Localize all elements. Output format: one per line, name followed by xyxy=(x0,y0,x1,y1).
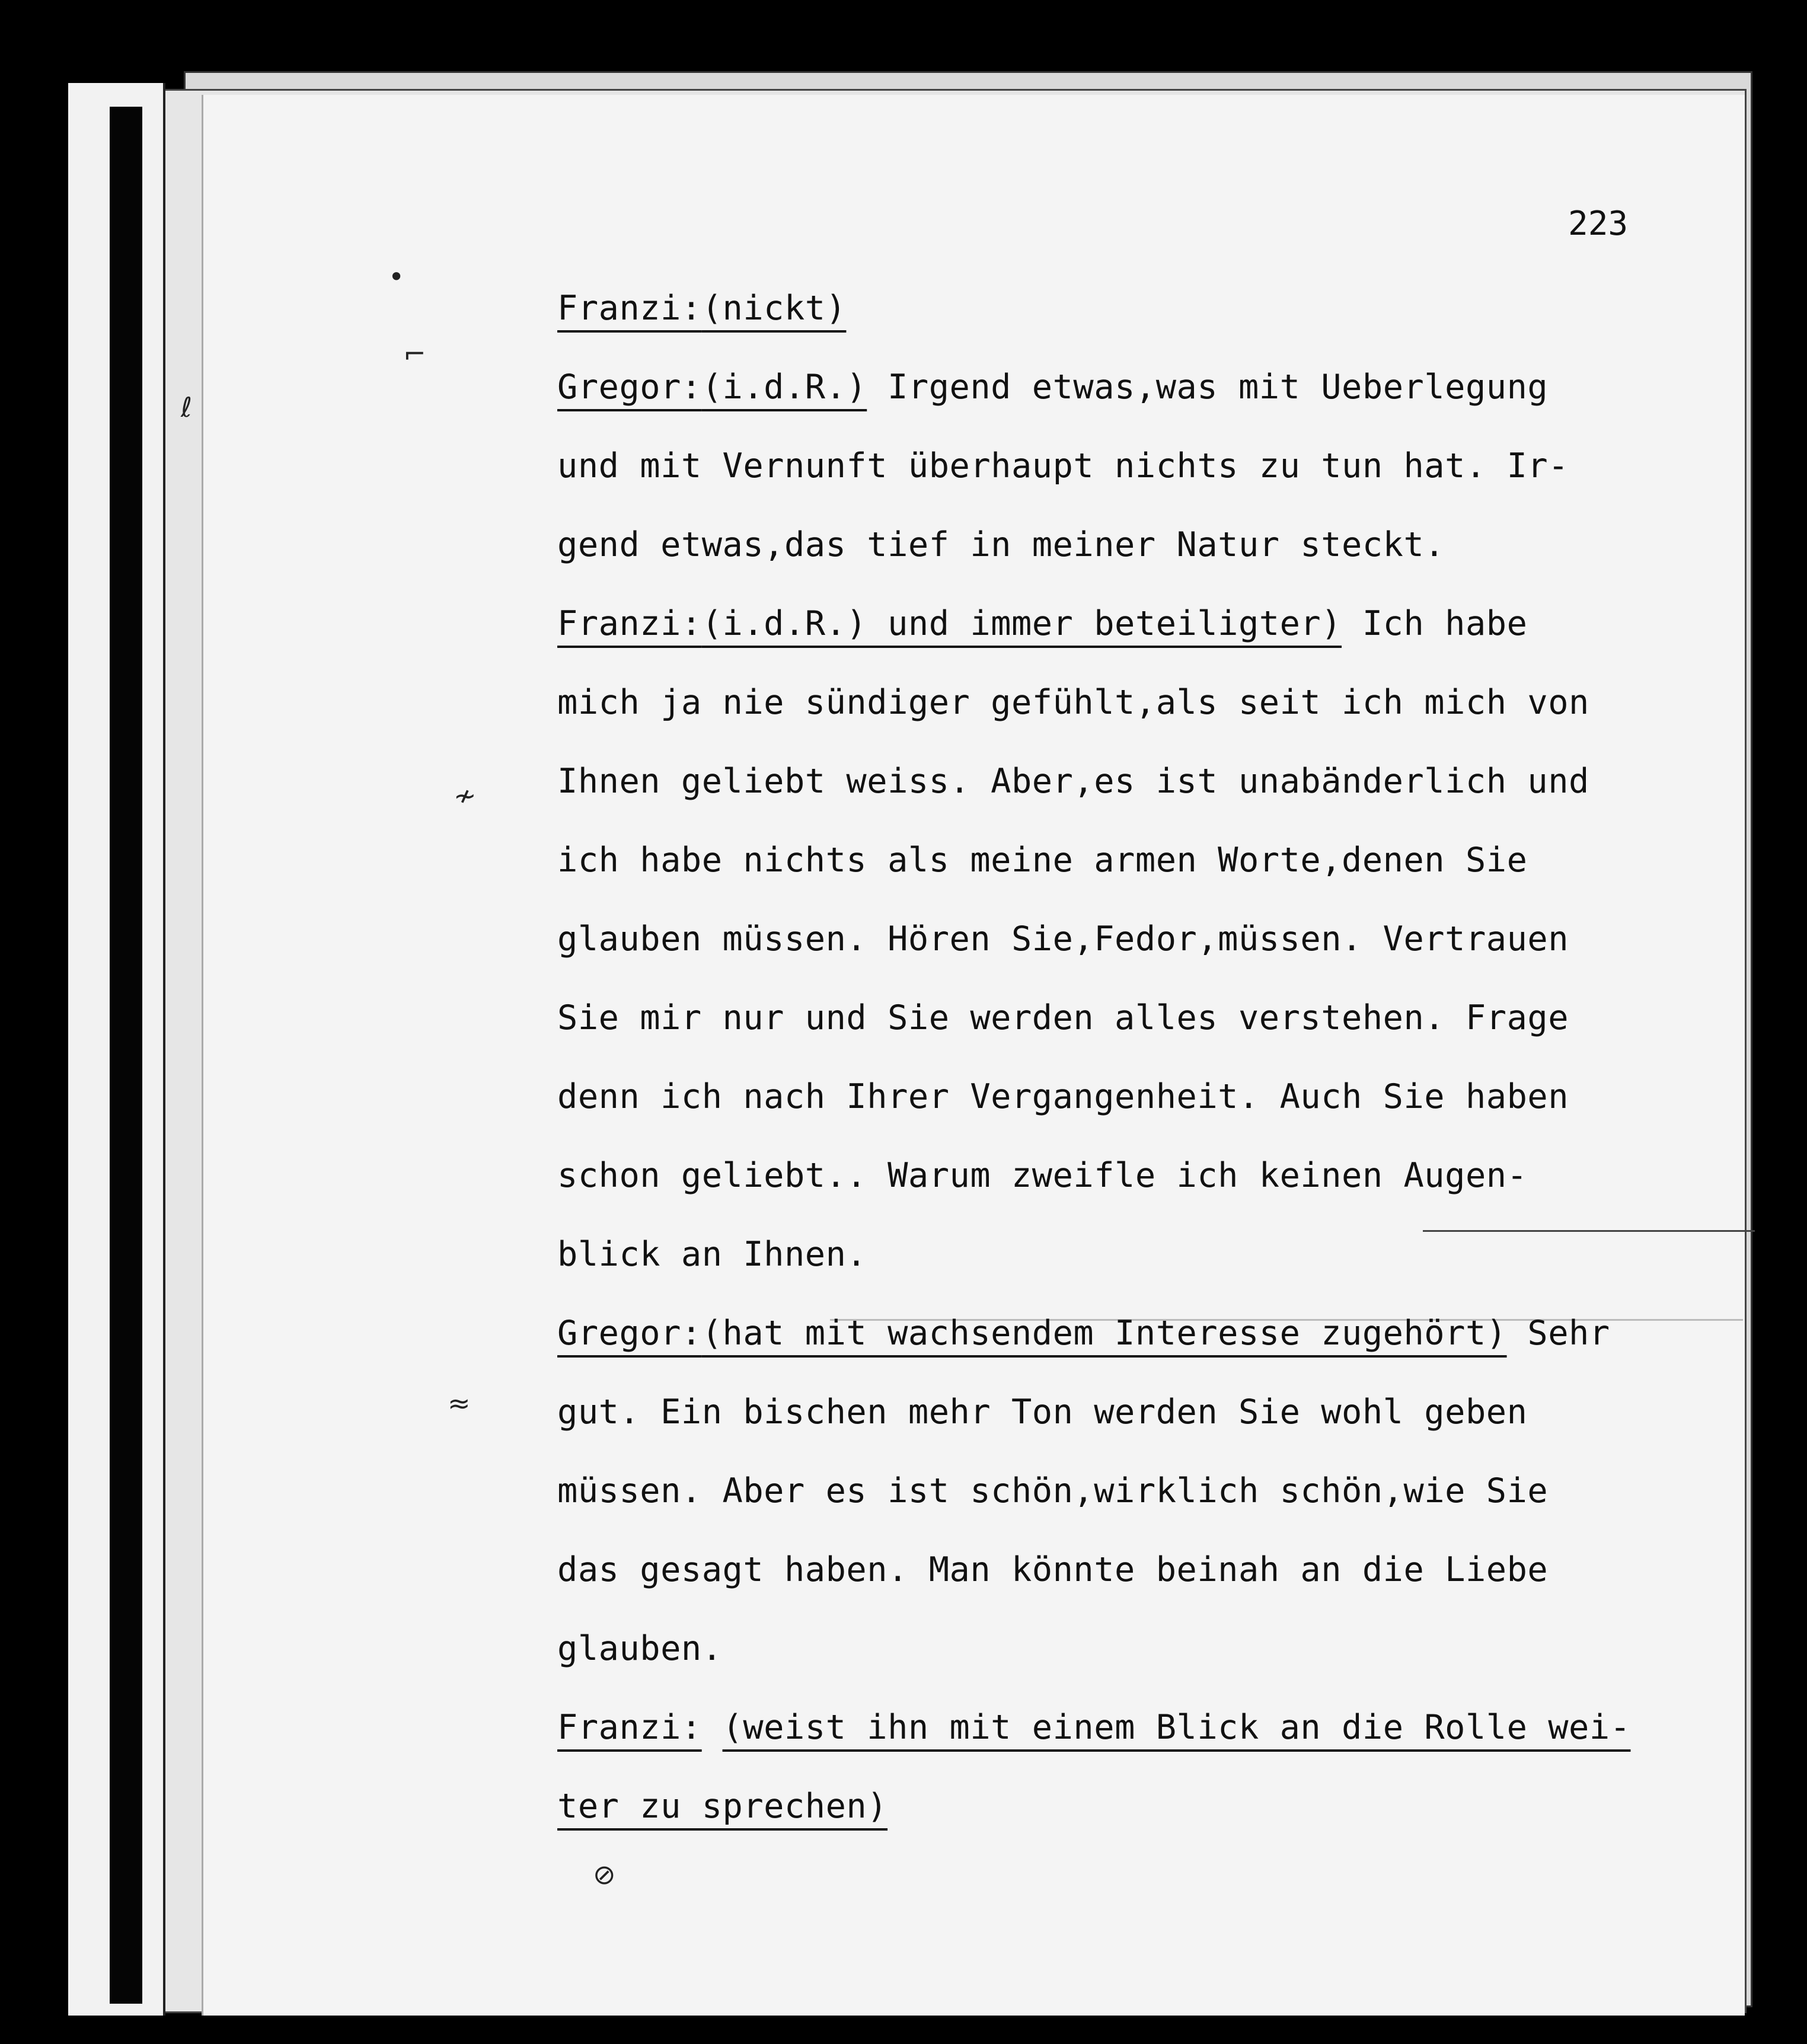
page-number: 223 xyxy=(1568,205,1629,243)
speech-line: blick an Ihnen. xyxy=(557,1235,867,1274)
ink-mark: • xyxy=(388,261,405,293)
speech-line: ich habe nichts als meine armen Worte,denen Sie xyxy=(557,841,1528,880)
speech-line: mich ja nie sündiger gefühlt,als seit ich mich von xyxy=(557,683,1589,722)
dialogue-line xyxy=(557,1307,1755,1385)
speech-line: müssen. Aber es ist schön,wirklich schön,wie Sie xyxy=(557,1471,1549,1510)
dialogue-line xyxy=(557,360,1755,439)
dialogue-line xyxy=(557,1701,1755,1780)
pencil-mark: ≁ xyxy=(454,780,477,812)
bracket-mark: ⌐ xyxy=(403,338,426,370)
speech-line: schon geliebt.. Warum zweifle ich keinen Augen- xyxy=(557,1156,1528,1195)
pencil-mark: ≈ xyxy=(448,1387,471,1419)
speech-text: Sehr xyxy=(1506,1314,1610,1353)
stage-direction: (i.d.R.) und immer beteiligter) xyxy=(701,604,1342,643)
speech-line xyxy=(557,1780,1755,1858)
speech-text: Ich habe xyxy=(1342,604,1528,643)
stage-direction: (weist ihn mit einem Blick an die Rolle wei- xyxy=(722,1708,1631,1747)
speech-line: das gesagt haben. Man könnte beinah an die Liebe xyxy=(557,1550,1549,1589)
speaker-name: Gregor: xyxy=(557,1314,702,1353)
speech-line: gut. Ein bischen mehr Ton werden Sie wohl geben xyxy=(557,1393,1528,1432)
speech-line: denn ich nach Ihrer Vergangenheit. Auch Sie haben xyxy=(557,1077,1569,1116)
pencil-mark: ℓ xyxy=(181,391,193,423)
dialogue-text xyxy=(557,282,1755,1858)
stage-direction: (hat mit wachsendem Interesse zugehört) xyxy=(701,1314,1507,1353)
dialogue-line xyxy=(557,597,1755,676)
speech-line: gend etwas,das tief in meiner Natur steckt. xyxy=(557,525,1445,564)
stage-direction: (i.d.R.) xyxy=(701,368,867,407)
speech-text: Irgend etwas,was mit Ueberlegung xyxy=(867,368,1549,407)
stage-direction: (nickt) xyxy=(701,289,847,328)
speaker-name: Franzi: xyxy=(557,1708,702,1747)
stage-direction: ter zu sprechen) xyxy=(557,1787,888,1826)
binding-strip xyxy=(110,107,142,2004)
speaker-name: Gregor: xyxy=(557,368,702,407)
speaker-name: Franzi: xyxy=(557,604,702,643)
dialogue-line xyxy=(557,282,1755,360)
speaker-name: Franzi: xyxy=(557,289,702,328)
pencil-mark: ⊘ xyxy=(593,1858,616,1890)
speech-line: glauben. xyxy=(557,1629,723,1668)
speech-line: Ihnen geliebt weiss. Aber,es ist unabänderlich und xyxy=(557,762,1589,801)
speech-line: Sie mir nur und Sie werden alles verstehen. Frage xyxy=(557,998,1569,1037)
speech-line: und mit Vernunft überhaupt nichts zu tun hat. Ir- xyxy=(557,446,1569,486)
speech-line: glauben müssen. Hören Sie,Fedor,müssen. Vertrauen xyxy=(557,919,1569,959)
